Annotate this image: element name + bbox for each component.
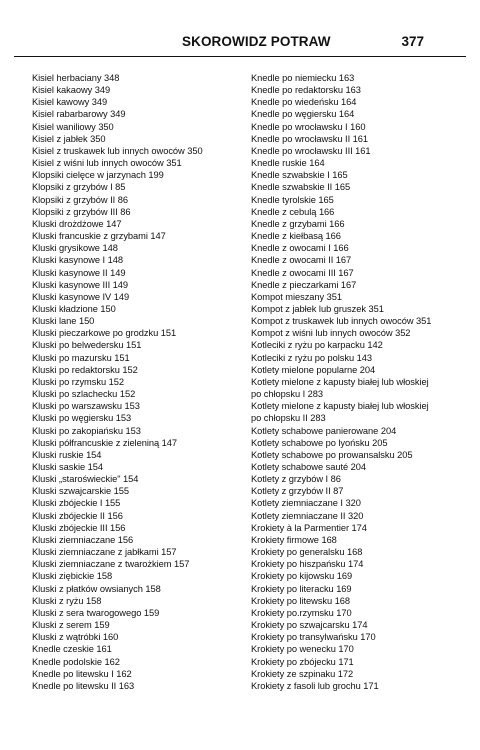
index-entry: Knedle z cebulą 166: [251, 206, 335, 217]
index-entry: Knedle po redaktorsku 163: [251, 85, 361, 96]
index-column-right: [251, 72, 469, 692]
index-entry: Kotlety ziemniaczane I 320: [251, 498, 361, 509]
index-entry: Knedle po węgiersku 164: [251, 109, 355, 120]
index-entry: Kluski kładzione 150: [32, 303, 116, 314]
index-entry: Knedle po litewsku I 162: [32, 668, 132, 679]
index-entry: Knedle czeskie 161: [32, 644, 112, 655]
index-entry: Klopsiki z grzybów III 86: [32, 206, 131, 217]
index-entry: Kompot z wiśni lub innych owoców 352: [251, 328, 411, 339]
index-entry: Kotlety schabowe panierowane 204: [251, 425, 397, 436]
index-entry: Kluski po redaktorsku 152: [32, 364, 138, 375]
index-entry: Kisiel kakaowy 349: [32, 85, 111, 96]
index-entry: Knedle po wiedeńsku 164: [251, 97, 357, 108]
index-entry: Kluski francuskie z grzybami 147: [32, 231, 166, 242]
index-entry: Kluski ruskie 154: [32, 449, 102, 460]
index-entry: Kotlety z grzybów I 86: [251, 474, 341, 485]
index-entry: Kotlety schabowe po lyońsku 205: [251, 437, 388, 448]
index-entry: Kluski pieczarkowe po grodzku 151: [32, 328, 177, 339]
index-entry: Knedle tyrolskie 165: [251, 194, 334, 205]
index-entry: Kompot mieszany 351: [251, 291, 343, 302]
index-entry: Knedle po litewsku II 163: [32, 680, 135, 691]
index-entry: Knedle podolskie 162: [32, 656, 120, 667]
index-entry: Kisiel z wiśni lub innych owoców 351: [32, 158, 182, 169]
index-entry: Kotlety ziemniaczane II 320: [251, 510, 364, 521]
index-entry: Klopsiki cielęce w jarzynach 199: [32, 170, 164, 181]
index-entry: Krokiety z fasoli lub grochu 171: [251, 680, 379, 691]
index-entry: Krokiety po.rzymsku 170: [251, 607, 352, 618]
index-entry: po chłopsku I 283: [251, 389, 324, 400]
index-entry: Kluski lane 150: [32, 316, 95, 327]
index-entry: Kisiel rabarbarowy 349: [32, 109, 126, 120]
index-entry: Knedle z owocami II 167: [251, 255, 352, 266]
index-entry: Kluski po zakopiańsku 153: [32, 425, 141, 436]
index-entry: Kotleciki z ryżu po polsku 143: [251, 352, 372, 363]
index-entry: Knedle z kiełbasą 166: [251, 231, 341, 242]
index-entry: Krokiety ze szpinaku 172: [251, 668, 354, 679]
page-header: [14, 30, 466, 57]
index-entry: Kluski z sera twarogowego 159: [32, 607, 160, 618]
index-entry: Kisiel z truskawek lub innych owoców 350: [32, 145, 203, 156]
index-entry: Knedle szwabskie II 165: [251, 182, 351, 193]
index-entry: Kluski po belwedersku 151: [32, 340, 142, 351]
index-entry: Kluski zbójeckie I 155: [32, 498, 121, 509]
index-entry: Kotlety schabowe po prowansalsku 205: [251, 449, 413, 460]
index-entry: Knedle po wrocławsku I 160: [251, 121, 366, 132]
index-entry: Kluski z serem 159: [32, 620, 110, 631]
index-entry: Kluski ziemniaczane z jabłkami 157: [32, 547, 177, 558]
index-entry: Kluski drożdżowe 147: [32, 218, 122, 229]
index-entry: Knedle z pieczarkami 167: [251, 279, 357, 290]
index-entry: Krokiety po wenecku 170: [251, 644, 354, 655]
index-entry: Klopsiki z grzybów II 86: [32, 194, 128, 205]
index-entry: Kisiel z jabłek 350: [32, 133, 106, 144]
index-entry: Knedle z owocami III 167: [251, 267, 354, 278]
index-entry: Kluski półfrancuskie z zieleniną 147: [32, 437, 177, 448]
index-entry: Knedle po niemiecku 163: [251, 73, 355, 83]
index-entry: Kluski po szlachecku 152: [32, 389, 136, 400]
index-entry: Klopsiki z grzybów I 85: [32, 182, 126, 193]
index-entry: Kluski zbójeckie II 156: [32, 510, 123, 521]
index-entry: Kluski grysikowe 148: [32, 243, 118, 254]
index-entry: Krokiety à la Parmentier 174: [251, 522, 367, 533]
index-entry: Krokiety po szwajcarsku 174: [251, 620, 368, 631]
index-entry: Krokiety po zbójecku 171: [251, 656, 354, 667]
index-entry: Krokiety firmowe 168: [251, 534, 337, 545]
index-entry: Kluski kasynowe II 149: [32, 267, 126, 278]
index-entry: Kisiel kawowy 349: [32, 97, 108, 108]
index-entry: po chłopsku II 283: [251, 413, 326, 424]
index-entry: Kluski ziemniaczane z twarożkiem 157: [32, 559, 190, 570]
index-entry: Kluski zbójeckie III 156: [32, 522, 126, 533]
index-entry: Krokiety po litewsku 168: [251, 595, 351, 606]
index-entry: Kluski szwajcarskie 155: [32, 486, 130, 497]
index-entry: Krokiety po kijowsku 169: [251, 571, 353, 582]
index-entry: Kluski saskie 154: [32, 462, 103, 472]
index-entry: Kisiel herbaciany 348: [32, 73, 120, 83]
index-entry: Kluski z płatków owsianych 158: [32, 583, 161, 594]
index-entry: Kluski po węgiersku 153: [32, 413, 132, 424]
index-entry: Kotlety mielone z kapusty białej lub włoskiej: [251, 376, 429, 387]
index-entry: Kompot z truskawek lub innych owoców 351: [251, 316, 432, 327]
index-entry: Krokiety po generalsku 168: [251, 547, 363, 558]
index-entry: Kluski z wątróbki 160: [32, 632, 119, 643]
index-entry: Kotlety z grzybów II 87: [251, 486, 344, 497]
index-entry: Kluski „staroświeckie" 154: [32, 474, 139, 485]
index-entry: Kluski kasynowe I 148: [32, 255, 123, 266]
index-entry: Knedle po wrocławsku II 161: [251, 133, 368, 144]
index-entry: Knedle ruskie 164: [251, 158, 325, 169]
index-entry: Kotlety mielone z kapusty białej lub włoskiej: [251, 401, 429, 412]
index-entry: Kompot z jabłek lub gruszek 351: [251, 303, 384, 314]
index-entry: Kisiel waniliowy 350: [32, 121, 114, 132]
index-entry: Kluski po warszawsku 153: [32, 401, 140, 412]
index-entry: Knedle po wrocławsku III 161: [251, 145, 371, 156]
index-entry: Knedle szwabskie I 165: [251, 170, 348, 181]
index-entry: Kluski kasynowe III 149: [32, 279, 129, 290]
index-entry: Krokiety po literacku 169: [251, 583, 352, 594]
index-entry: Kluski po mazursku 151: [32, 352, 130, 363]
index-entry: Kluski ziębickie 158: [32, 571, 113, 582]
index-entry: Knedle z grzybami 166: [251, 218, 345, 229]
index-entry: Kluski ziemniaczane 156: [32, 534, 134, 545]
index-entry: Krokiety po transylwańsku 170: [251, 632, 376, 643]
page-title: SKOROWIDZ POTRAW: [182, 34, 331, 49]
index-entry: Kluski z ryżu 158: [32, 595, 102, 606]
index-entry: Kotlety schabowe sauté 204: [251, 462, 366, 472]
index-entry: Kluski kasynowe IV 149: [32, 291, 130, 302]
index-entry: Kotleciki z ryżu po karpacku 142: [251, 340, 383, 351]
index-entry: Knedle z owocami I 166: [251, 243, 349, 254]
page-number: 377: [401, 34, 424, 49]
index-entry: Kotlety mielone popularne 204: [251, 364, 376, 375]
index-column-left: [32, 72, 250, 692]
index-entry: Krokiety po hiszpańsku 174: [251, 559, 364, 570]
index-entry: Kluski po rzymsku 152: [32, 376, 124, 387]
